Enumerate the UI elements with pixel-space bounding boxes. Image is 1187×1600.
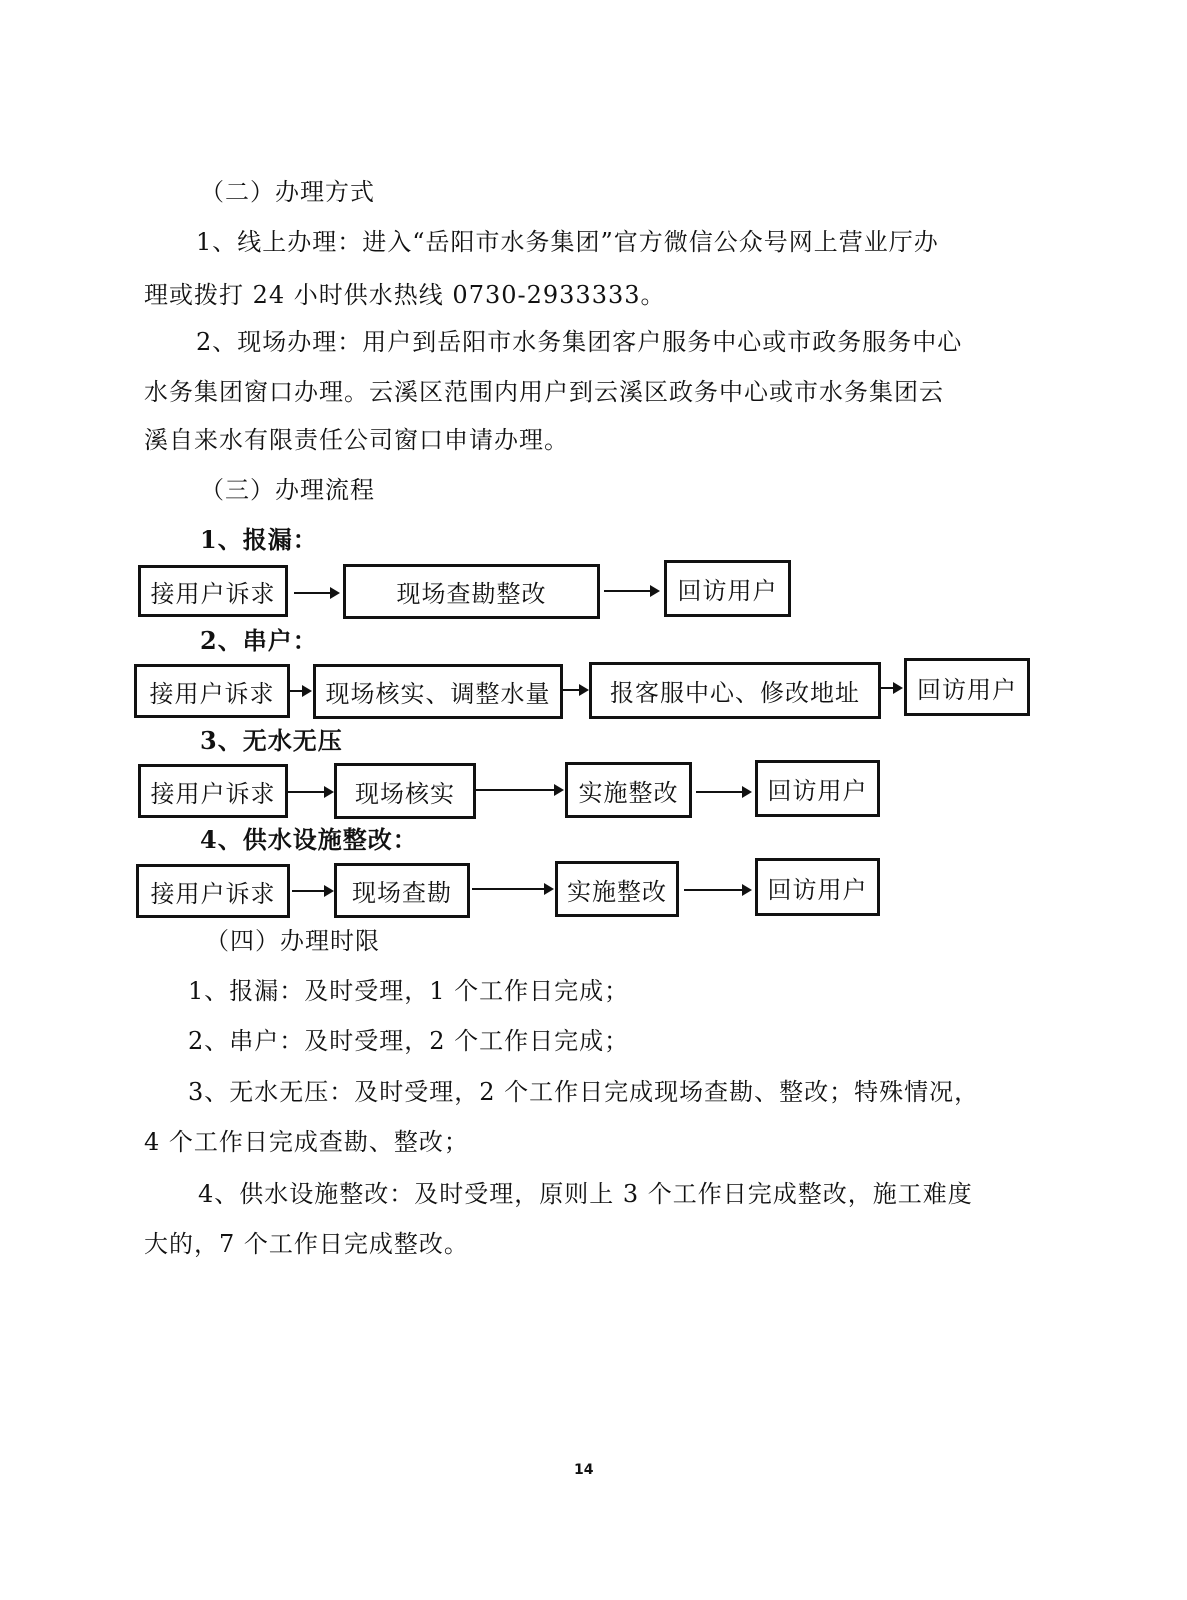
section4-item3-line2: 4 个工作日完成查勘、整改； (144, 1128, 469, 1156)
flow2-step3: 报客服中心、修改地址 (589, 662, 881, 719)
flow4-step3: 实施整改 (555, 861, 679, 917)
flow4-arrow2 (472, 888, 552, 890)
flow3-arrow1 (288, 791, 332, 793)
flow3-step2: 现场核实 (334, 763, 476, 819)
section2-heading: （二）办理方式 (200, 178, 375, 206)
flow3-title: 3、无水无压 (200, 726, 343, 755)
flow4-step2: 现场查勘 (334, 863, 470, 918)
flow3-step4: 回访用户 (755, 760, 880, 817)
flow1-step1: 接用户诉求 (138, 565, 288, 617)
flow1-arrow1 (294, 592, 338, 594)
flow2-step1: 接用户诉求 (134, 664, 290, 718)
flow2-arrow1 (290, 690, 310, 692)
flow1-step2: 现场查勘整改 (343, 564, 600, 619)
flow2-step4: 回访用户 (904, 658, 1030, 716)
flow3-arrow3 (696, 791, 750, 793)
section4-heading: （四）办理时限 (205, 927, 380, 955)
flow1-arrow2 (604, 590, 658, 592)
flow2-arrow2 (563, 689, 587, 691)
section2-item2-line1: 2、现场办理：用户到岳阳市水务集团客户服务中心或市政务服务中心 (196, 328, 963, 356)
flow3-step3: 实施整改 (565, 762, 692, 818)
section4-item4-line2: 大的，7 个工作日完成整改。 (144, 1230, 469, 1258)
flow2-arrow3 (881, 687, 901, 689)
section4-item1: 1、报漏：及时受理，1 个工作日完成； (188, 977, 630, 1005)
flow4-arrow3 (684, 889, 750, 891)
flow3-arrow2 (476, 789, 562, 791)
flow4-arrow1 (292, 890, 332, 892)
section2-item2-line2: 水务集团窗口办理。云溪区范围内用户到云溪区政务中心或市水务集团云 (144, 378, 944, 406)
flow4-title: 4、供水设施整改： (200, 825, 418, 854)
section4-item2: 2、串户：及时受理，2 个工作日完成； (188, 1027, 630, 1055)
flow4-step4: 回访用户 (755, 858, 880, 916)
section2-item1-line1: 1、线上办理：进入“岳阳市水务集团”官方微信公众号网上营业厅办 (196, 228, 939, 256)
section2-item2-line3: 溪自来水有限责任公司窗口申请办理。 (144, 426, 569, 454)
flow1-title: 1、报漏： (200, 525, 318, 554)
page-number: 14 (574, 1462, 594, 1478)
flow1-step3: 回访用户 (664, 560, 791, 617)
section4-item4-line1: 4、供水设施整改：及时受理，原则上 3 个工作日完成整改，施工难度 (198, 1180, 973, 1208)
flow3-step1: 接用户诉求 (138, 764, 288, 818)
section4-item3-line1: 3、无水无压：及时受理，2 个工作日完成现场查勘、整改；特殊情况， (188, 1078, 980, 1106)
flow2-title: 2、串户： (200, 626, 318, 655)
section2-item1-line2: 理或拨打 24 小时供水热线 0730-2933333。 (144, 281, 666, 309)
flow2-step2: 现场核实、调整水量 (313, 664, 563, 719)
flow4-step1: 接用户诉求 (136, 864, 290, 918)
section3-heading: （三）办理流程 (200, 476, 375, 504)
